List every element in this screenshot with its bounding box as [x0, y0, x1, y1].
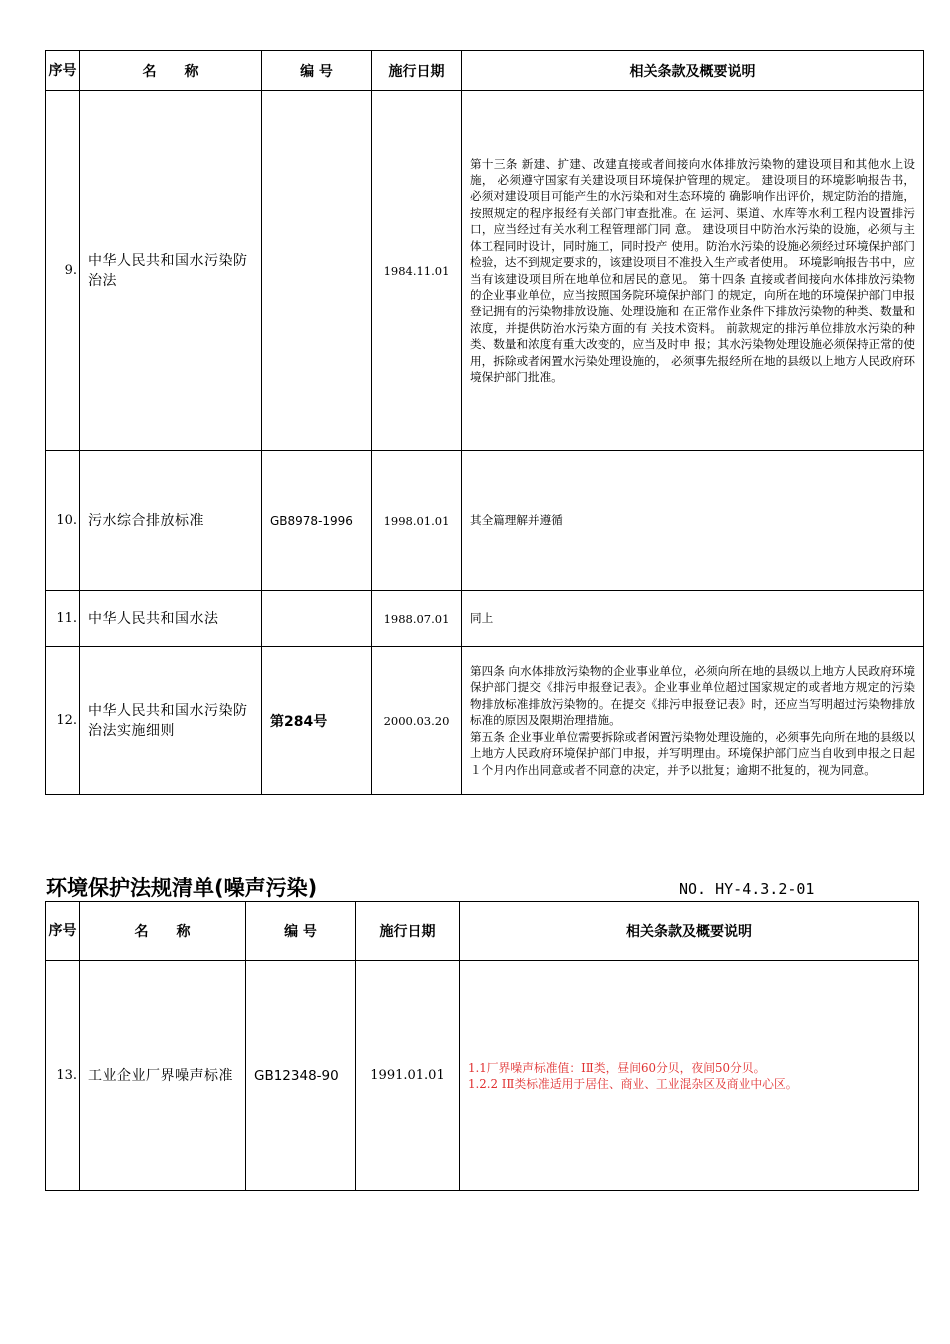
row-desc — [460, 961, 919, 1191]
table-row — [46, 91, 924, 451]
row-desc: 其全篇理解并遵循 — [462, 451, 924, 591]
row-date: 1984.11.01 — [372, 91, 462, 451]
header-code: 编 号 — [246, 902, 356, 961]
row-code — [262, 591, 372, 647]
row-desc — [462, 647, 924, 795]
header-date: 施行日期 — [372, 51, 462, 91]
table-row — [46, 961, 919, 1191]
row-name: 中华人民共和国水法 — [80, 591, 262, 647]
row-code — [262, 91, 372, 451]
row-code: GB12348-90 — [246, 961, 356, 1191]
row-seq: 10. — [46, 451, 80, 591]
row-desc-paragraph: 第五条 企业事业单位需要拆除或者闲置污染物处理设施的，必须事先向所在地的县级以上地方人民政府环境保护部门申报，并写明理由。环境保护部门应当自收到申报之日起１个月内作出同意或者不同意的决定，并予以批复；逾期不批复的，视为同意。 — [470, 729, 915, 777]
header-name: 名 称 — [80, 902, 246, 961]
row-desc-paragraph: 第四条 向水体排放污染物的企业事业单位，必须向所在地的县级以上地方人民政府环境保护部门提交《排污申报登记表》。企业事业单位超过国家规定的或者地方规定的污染物排放标准排放污染物的。在提交《排污申报登记表》时，还应当写明超过污染物排放标准的原因及限期治理措施。 — [470, 664, 915, 728]
row-desc-line: 1.1厂界噪声标准值：IⅡ类，昼间60分贝，夜间50分贝。 — [468, 1060, 766, 1075]
row-seq: 13. — [46, 961, 80, 1191]
row-name: 工业企业厂界噪声标准 — [80, 961, 246, 1191]
row-name: 中华人民共和国水污染防治法实施细则 — [80, 647, 262, 795]
row-date: 1998.01.01 — [372, 451, 462, 591]
row-seq: 11. — [46, 591, 80, 647]
header-date: 施行日期 — [356, 902, 460, 961]
header-seq: 序号 — [46, 902, 80, 961]
row-name: 污水综合排放标准 — [80, 451, 262, 591]
table-header-row — [46, 51, 924, 91]
header-desc: 相关条款及概要说明 — [460, 902, 919, 961]
row-name: 中华人民共和国水污染防治法 — [80, 91, 262, 451]
document-number: NO. HY-4.3.2-01 — [679, 880, 815, 898]
row-seq: 12. — [46, 647, 80, 795]
header-code: 编 号 — [262, 51, 372, 91]
table-row — [46, 647, 924, 795]
section-title: 环境保护法规清单(噪声污染) — [46, 876, 318, 900]
table-row — [46, 591, 924, 647]
row-date: 1988.07.01 — [372, 591, 462, 647]
row-code: 第284号 — [262, 647, 372, 795]
row-desc-line: 1.2.2 IⅡ类标准适用于居住、商业、工业混杂区及商业中心区。 — [468, 1076, 798, 1091]
header-name: 名 称 — [80, 51, 262, 91]
header-desc: 相关条款及概要说明 — [462, 51, 924, 91]
header-seq: 序号 — [46, 51, 80, 91]
row-date: 2000.03.20 — [372, 647, 462, 795]
row-desc: 第十三条 新建、扩建、改建直接或者间接向水体排放污染物的建设项目和其他水上设施， 必须遵守国家有关建设项目环境保护管理的规定。 建设项目的环境影响报告书，必须对建设项目可能产生的水污染和对生态环境的 确影响作出评价，规定防治的措施，按照规定的程序报经有关部门审查批准。在 运河、渠道、水库等水利工程内设置排污口，应当经过有关水利工程管理部门同 意。 建设项目中防治水污染的设施，必须与主体工程同时设计，同时施工，同时投产 使用。防治水污染的设施必须经过环境保护部门检验，达不到规定要求的，该建设项目不准投入生产或者使用。 环境影响报告书中，应当有该建设项目所在地单位和居民的意见。 第十四条 直接或者间接向水体排放污染物的企业事业单位，应当按照国务院环境保护部门 的规定，向所在地的环境保护部门申报登记拥有的污染物排放设施、处理设施和 在正常作业条件下排放污染物的种类、数量和浓度，并提供防治水污染方面的有 关技术资料。 前款规定的排污单位排放水污染的种类、数量和浓度有重大改变的，应当及时申 报；其水污染物处理设施必须保持正常的使用，拆除或者闲置水污染处理设施的， 必须事先报经所在地的县级以上地方人民政府环境保护部门批准。 — [462, 91, 924, 451]
regulations-table-water — [45, 50, 924, 795]
row-code: GB8978-1996 — [262, 451, 372, 591]
table-header-row — [46, 902, 919, 961]
row-date: 1991.01.01 — [356, 961, 460, 1191]
table-row — [46, 451, 924, 591]
regulations-table-noise — [45, 901, 919, 1191]
row-desc: 同上 — [462, 591, 924, 647]
row-seq: 9. — [46, 91, 80, 451]
